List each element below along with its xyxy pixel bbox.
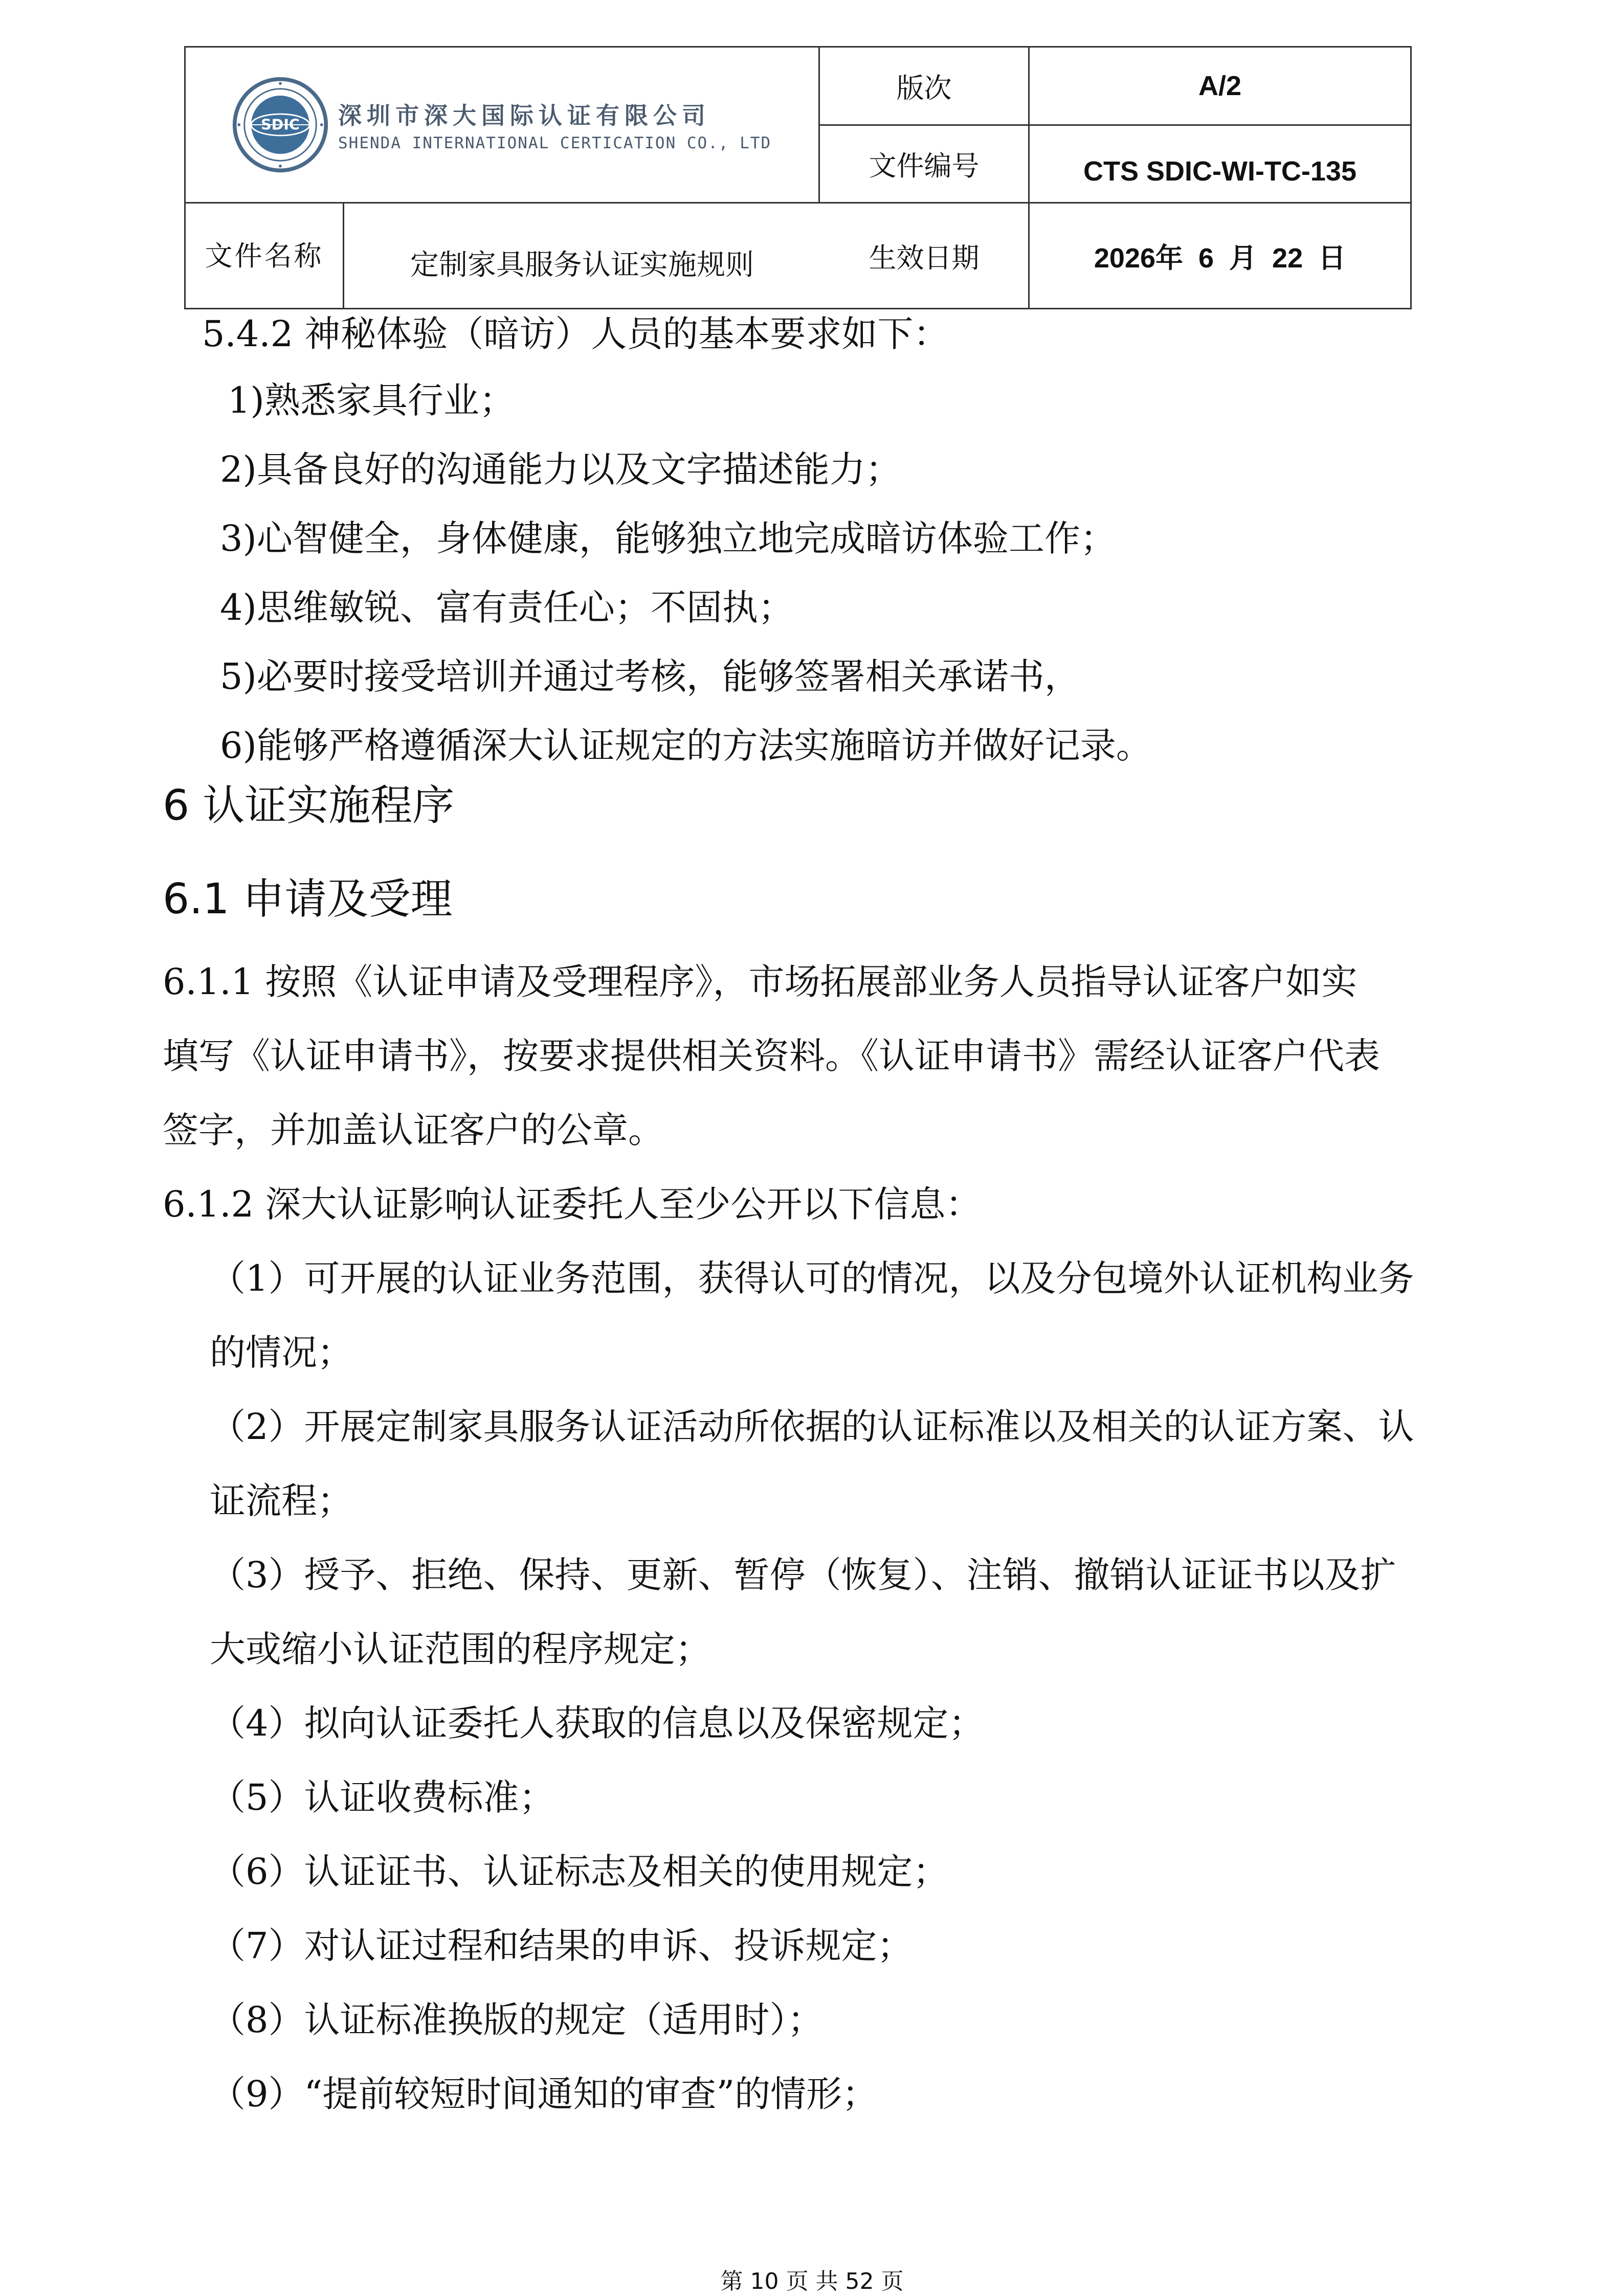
p612-line: （3）授予、拒绝、保持、更新、暂停（恢复）、注销、撤销认证证书以及扩 xyxy=(210,1554,1396,1596)
s542-item: 6)能够严格遵循深大认证规定的方法实施暗访并做好记录。 xyxy=(220,725,1152,767)
section-5-4-2-title: 5.4.2 神秘体验（暗访）人员的基本要求如下： xyxy=(202,313,949,355)
s542-item: 3)心智健全，身体健康，能够独立地完成暗访体验工作； xyxy=(220,517,1116,559)
company-logo-cell xyxy=(186,48,820,204)
p612-line: （1）可开展的认证业务范围，获得认可的情况，以及分包境外认证机构业务 xyxy=(210,1257,1414,1299)
s542-item: 2)具备良好的沟通能力以及文字描述能力； xyxy=(220,448,901,490)
p612-line: （9）“提前较短时间通知的审查”的情形； xyxy=(210,2073,878,2115)
version-label: 版次 xyxy=(820,48,1030,126)
p611-line: 6.1.1 按照《认证申请及受理程序》，市场拓展部业务人员指导认证客户如实 xyxy=(163,961,1358,1003)
p612-title: 6.1.2 深大认证影响认证委托人至少公开以下信息： xyxy=(163,1183,982,1225)
file-name-label: 文件名称 xyxy=(186,204,344,308)
p612-line: 大或缩小认证范围的程序规定； xyxy=(210,1628,711,1670)
p612-line: （5）认证收费标准； xyxy=(210,1776,555,1818)
p612-line: 的情况； xyxy=(210,1332,353,1374)
company-name-cn: 深圳市深大国际认证有限公司 xyxy=(338,102,710,129)
s542-item: 1)熟悉家具行业； xyxy=(228,379,515,421)
company-name-en: SHENDA INTERNATIONAL CERTICATION CO., LTD xyxy=(338,134,772,152)
effective-date-value: 2026年 6 月 22 日 xyxy=(1094,242,1346,274)
s542-item: 5)必要时接受培训并通过考核，能够签署相关承诺书， xyxy=(220,656,1080,697)
p612-line: （7）对认证过程和结果的申诉、投诉规定； xyxy=(210,1925,913,1967)
company-seal-icon xyxy=(232,76,329,173)
p612-line: （2）开展定制家具服务认证活动所依据的认证标准以及相关的认证方案、认 xyxy=(210,1406,1414,1448)
p612-line: 证流程； xyxy=(210,1480,353,1522)
doc-number-value: CTS SDIC-WI-TC-135 xyxy=(1030,126,1410,204)
company-name-block xyxy=(338,97,771,152)
version-value: A/2 xyxy=(1030,48,1410,126)
p612-line: （4）拟向认证委托人获取的信息以及保密规定； xyxy=(210,1702,985,1744)
doc-number-label: 文件编号 xyxy=(820,126,1030,204)
p611-line: 签字，并加盖认证客户的公章。 xyxy=(163,1109,664,1151)
file-name-value: 定制家具服务认证实施规则 xyxy=(410,249,754,282)
section-6-heading: 6 认证实施程序 xyxy=(163,781,455,830)
s542-item: 4)思维敏锐、富有责任心；不固执； xyxy=(220,587,794,628)
p612-line: （6）认证证书、认证标志及相关的使用规定； xyxy=(210,1851,949,1893)
effective-date-label: 生效日期 xyxy=(820,204,1030,308)
company-logo xyxy=(232,76,771,173)
seal-text: SDIC xyxy=(261,116,300,133)
page-number: 第 10 页 共 52 页 xyxy=(720,2268,904,2294)
document-header-table xyxy=(184,46,1412,309)
file-name-row xyxy=(186,204,820,308)
p612-line: （8）认证标准换版的规定（适用时）； xyxy=(210,1999,824,2041)
p611-line: 填写《认证申请书》，按要求提供相关资料。《认证申请书》需经认证客户代表 xyxy=(163,1035,1380,1077)
section-6-1-heading: 6.1 申请及受理 xyxy=(163,875,453,924)
